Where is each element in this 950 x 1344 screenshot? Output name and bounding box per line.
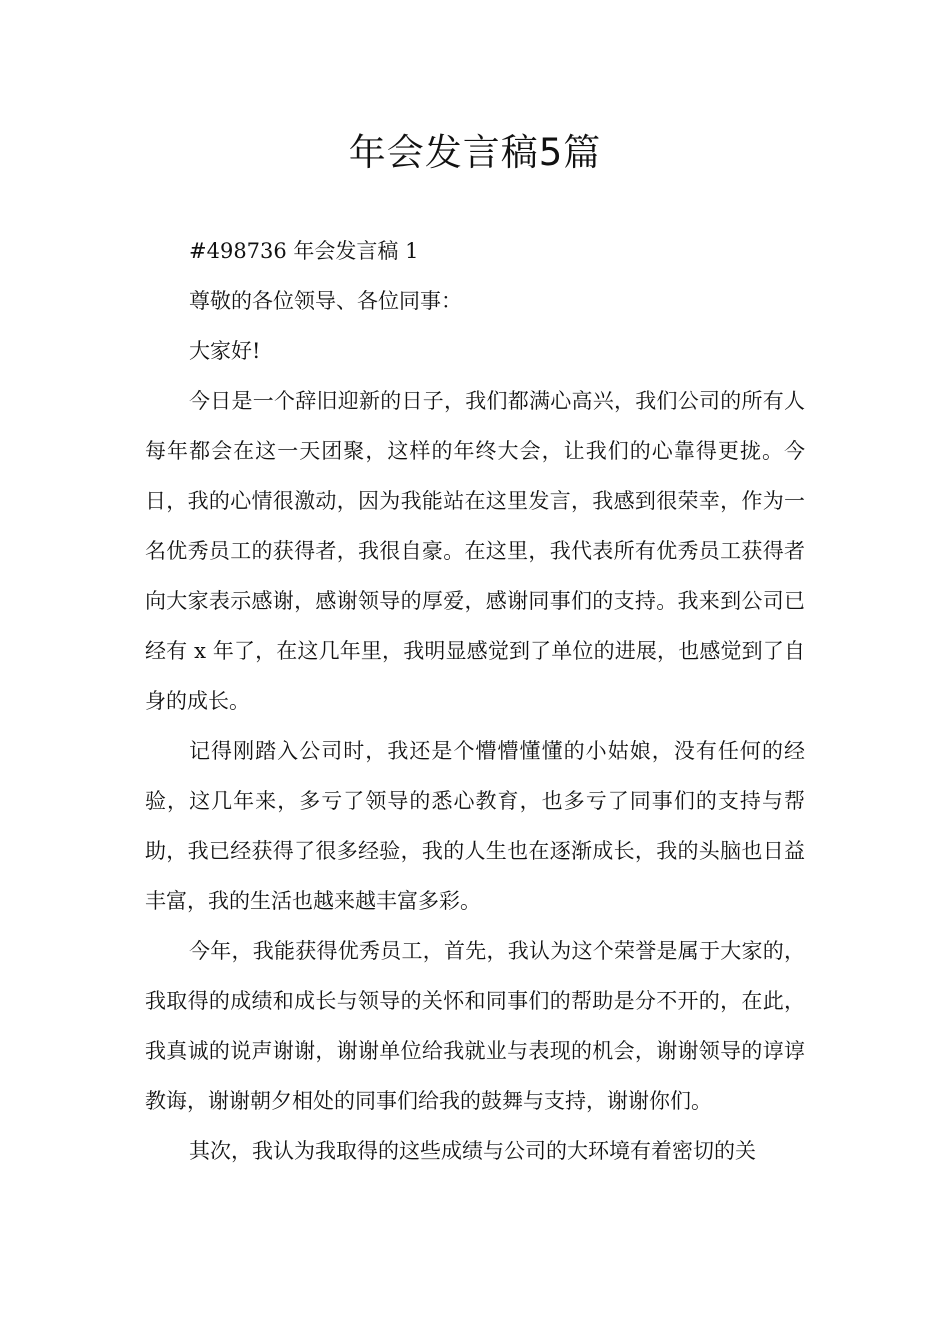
body-paragraph: 今年，我能获得优秀员工，首先，我认为这个荣誉是属于大家的，我取得的成绩和成长与领导的关怀和同事们的帮助是分不开的，在此，我真诚的说声谢谢，谢谢单位给我就业与表现的机会，谢谢领导的谆谆教诲，谢谢朝夕相处的同事们给我的鼓舞与支持，谢谢你们。 <box>145 939 805 1113</box>
document-body <box>145 226 805 1176</box>
body-paragraph: 其次，我认为我取得的这些成绩与公司的大环境有着密切的关 <box>189 1139 756 1163</box>
body-paragraph: 记得刚踏入公司时，我还是个懵懵懂懂的小姑娘，没有任何的经验，这几年来，多亏了领导的悉心教育，也多亏了同事们的支持与帮助，我已经获得了很多经验，我的人生也在逐渐成长，我的头脑也日益丰富，我的生活也越来越丰富多彩。 <box>145 739 805 913</box>
speech-number-heading: #498736 年会发言稿 1 <box>189 239 419 263</box>
salutation: 尊敬的各位领导、各位同事： <box>189 289 462 313</box>
body-paragraph: 今日是一个辞旧迎新的日子，我们都满心高兴，我们公司的所有人每年都会在这一天团聚，这样的年终大会，让我们的心靠得更拢。今日，我的心情很激动，因为我能站在这里发言，我感到很荣幸，作为一名优秀员工的获得者，我很自豪。在这里，我代表所有优秀员工获得者向大家表示感谢，感谢领导的厚爱，感谢同事们的支持。我来到公司已经有 x 年了，在这几年里，我明显感觉到了单位的进展，也感觉到了自身的成长。 <box>145 389 805 713</box>
greeting: 大家好! <box>189 339 261 363</box>
document-title: 年会发言稿5篇 <box>348 131 602 174</box>
